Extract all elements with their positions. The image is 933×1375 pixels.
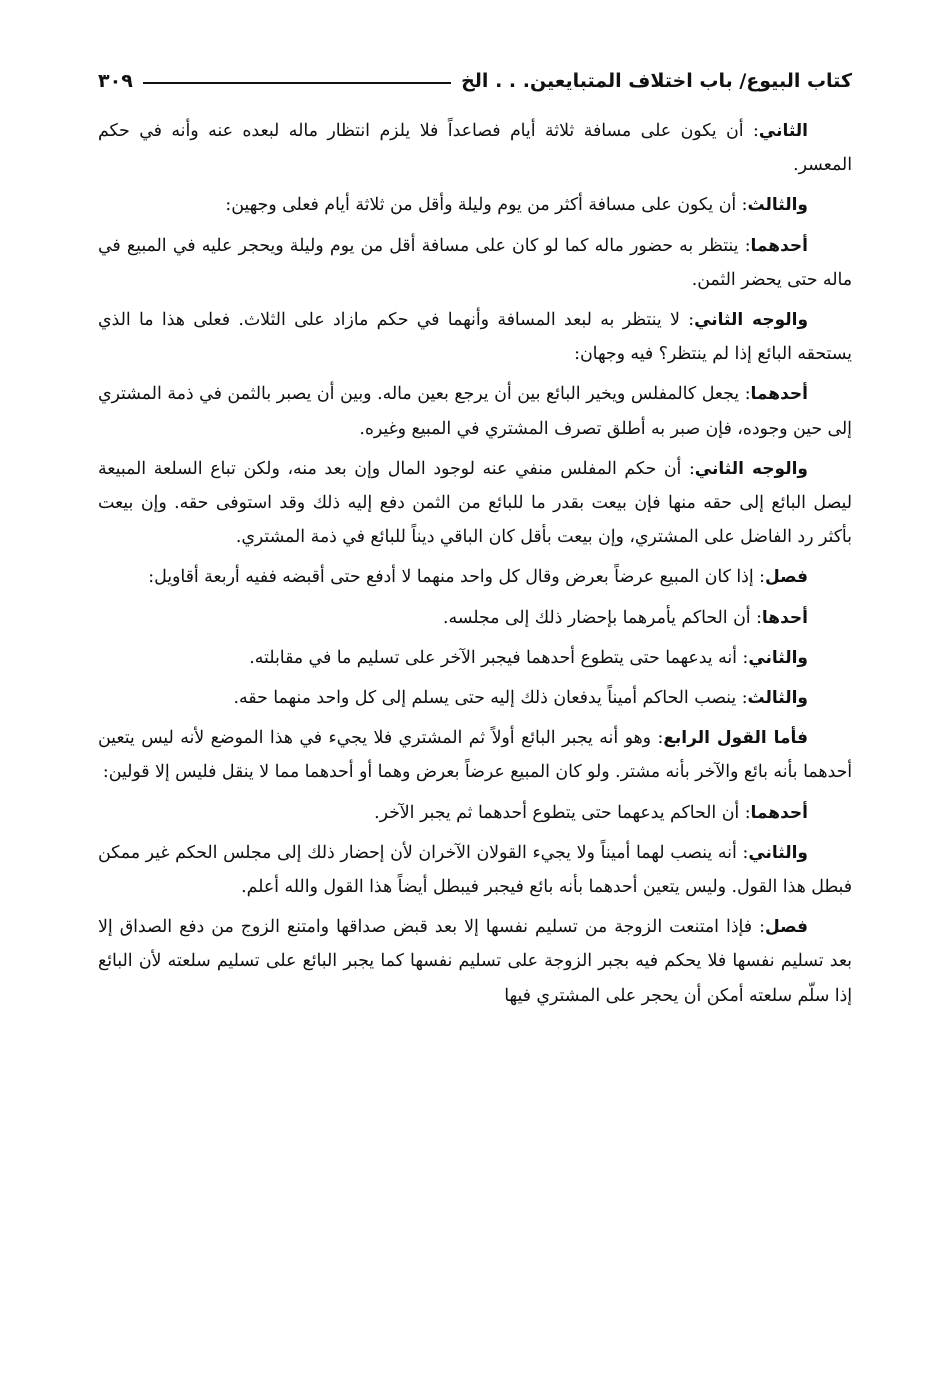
paragraph-lead: والثالث <box>747 195 808 216</box>
paragraph-text: : أنه ينصب لهما أميناً ولا يجيء القولان الآخران لأن إحضار ذلك إلى مجلس الحكم غير ممكن فبطل هذا القول. وليس يتعين أحدهما بأنه بائع فيجبر فيبطل أيضاً هذا القول والله أعلم. <box>98 842 852 898</box>
paragraph <box>98 229 852 297</box>
paragraph-lead: والثاني <box>748 842 808 863</box>
paragraph-text: : إذا كان المبيع عرضاً بعرض وقال كل واحد منهما لا أدفع حتى أقبضه ففيه أربعة أقاويل: <box>148 567 765 588</box>
paragraph <box>98 910 852 1013</box>
paragraph-text: : فإذا امتنعت الزوجة من تسليم نفسها إلا بعد قبض صداقها وامتنع الزوج من دفع الصداق إلا بعد تسليم نفسها فلا يحكم فيه بجبر الزوجة على تسليم نفسها كما يجبر البائع على تسليم سلعته لأن البائع إذا سلّم سلعته أمكن أن يحجر على المشتري فيها <box>98 917 852 1006</box>
paragraph <box>98 452 852 555</box>
paragraph-lead: أحدهما <box>750 235 808 256</box>
paragraph-lead: فصل <box>764 917 808 938</box>
paragraph <box>98 188 852 222</box>
paragraph-lead: والثاني <box>748 647 808 668</box>
paragraph <box>98 560 852 594</box>
paragraph-lead: فصل <box>764 567 808 588</box>
paragraph-lead: والثالث <box>747 688 808 709</box>
paragraph-lead: والوجه الثاني <box>694 310 809 331</box>
paragraph-lead: أحدها <box>761 607 808 628</box>
paragraph-lead: الثاني <box>758 121 808 141</box>
paragraph-text: : لا ينتظر به لبعد المسافة وأنهما في حكم مازاد على الثلاث. فعلى هذا ما الذي يستحقه البائع إذا لم ينتظر؟ فيه وجهان: <box>98 310 852 365</box>
list-paragraph <box>98 796 852 830</box>
paragraph <box>98 721 852 789</box>
paragraph-text: : أن حكم المفلس منفي عنه لوجود المال وإن بعد منه، ولكن تباع السلعة المبيعة ليصل البائع إلى حقه منها فإن بيعت بقدر ما للبائع من الثمن دفع إليه ذلك وقد استوفى حقه. وإن بيعت بأكثر رد الفاضل على المشتري، وإن بيعت بأقل كان الباقي ديناً للبائع في ذمة المشتري. <box>98 458 852 548</box>
paragraph-text: : أنه يدعهما حتى يتطوع أحدهما فيجبر الآخر على تسليم ما في مقابلته. <box>249 647 749 668</box>
paragraph-lead: والوجه الثاني <box>694 458 808 479</box>
paragraph-text: : أن يكون على مسافة أكثر من يوم وليلة وأقل من ثلاثة أيام فعلى وجهين: <box>225 195 748 216</box>
paragraph-lead: فأما القول الرابع <box>663 728 809 749</box>
paragraph-lead: أحدهما <box>750 384 808 405</box>
paragraph-text: : يجعل كالمفلس ويخير البائع بين أن يرجع بعين ماله. وبين أن يصبر بالثمن في ذمة المشتري إلى حين وجوده، فإن صبر به أطلق تصرف المشتري في المبيع وغيره. <box>98 384 852 439</box>
list-paragraph <box>98 641 852 675</box>
paragraph-text: : أن الحاكم يأمرهما بإحضار ذلك إلى مجلسه. <box>443 607 762 628</box>
list-paragraph <box>98 601 852 635</box>
list-paragraph <box>98 681 852 715</box>
paragraph <box>98 377 852 445</box>
page-number: ٣٠٩ <box>98 70 133 92</box>
page-body <box>98 114 852 1019</box>
paragraph-text: : وهو أنه يجبر البائع أولاً ثم المشتري فلا يجيء في هذا الموضع لأنه ليس يتعين أحدهما بأنه بائع والآخر بأنه مشتر. ولو كان المبيع عرضاً بعرض وهما أو أحدهما مما لا ينقل فليس إلا قولين: <box>98 728 852 783</box>
paragraph-lead: أحدهما <box>750 802 808 823</box>
paragraph <box>98 303 852 371</box>
header-title: كتاب البيوع/ باب اختلاف المتبايعين. . . الخ <box>461 70 852 92</box>
paragraph-text: : ينصب الحاكم أميناً يدفعان ذلك إليه حتى يسلم إلى كل واحد منهما حقه. <box>233 688 748 709</box>
paragraph <box>98 836 852 904</box>
paragraph-text: : ينتظر به حضور ماله كما لو كان على مسافة أقل من يوم وليلة ويحجر عليه في المبيع في ماله حتى يحضر الثمن. <box>98 235 852 290</box>
paragraph-text: : أن يكون على مسافة ثلاثة أيام فصاعداً فلا يلزم انتظار ماله لبعده عنه وأنه في حكم المعسر. <box>98 121 852 176</box>
paragraph <box>98 114 852 182</box>
running-header <box>98 64 852 98</box>
header-rule <box>143 82 451 84</box>
paragraph-text: : أن الحاكم يدعهما حتى يتطوع أحدهما ثم يجبر الآخر. <box>374 802 751 823</box>
